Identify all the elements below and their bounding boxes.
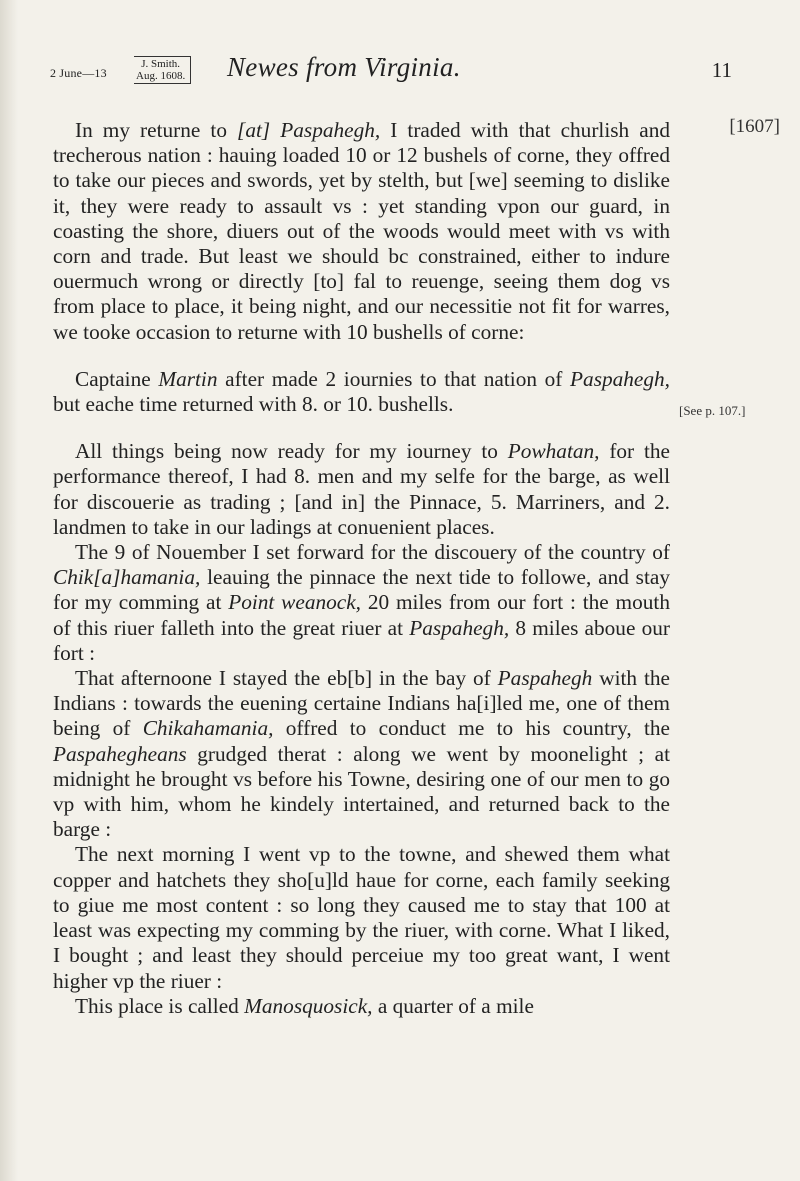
text-run: This place is called [75,993,245,1018]
text-run: a quarter of a mile [372,993,534,1018]
text-run: grudged therat : along we went by moonelight ; at midnight he brought vs before his Towne, desiring one of our men to go vp with him, whom he kindely intertained, and returned back to the barge : [53,741,670,842]
italic-text: Paspahegheans [53,741,187,766]
text-run: but eache time returned with 8. or 10. bushells. [53,392,454,417]
italic-text: Paspahegh, [409,615,510,640]
text-run: I traded with that churlish and trecherous nation : hauing loaded 10 or 12 bushels of corne, they offred to take our pieces and swords, yet by stelth, but [we] seeming to dislike it, they were ready to assault vs : yet standing vpon our guard, in coasting the shore, diuers out of the woods would meet with vs with corn and trade. But least we should bc constrained, either to indure ouermuch wrong or directly [to] fal to reuenge, seeing them dog vs from place to place, it being night, and our necessitie not fit for warres, we tooke occasion to returne with 10 bushells of corne: [53,118,670,344]
italic-text: Paspahegh, [570,366,670,391]
gutter-shadow [0,0,18,1181]
italic-text: Martin [158,366,218,391]
text-run: with the Indians : towards the euening certaine Indians ha[i]led me, one of them being of [53,666,670,741]
paragraph-gap [53,345,670,367]
reference-sidenote: [See p. 107.] [679,403,746,418]
italic-text: [at] [237,118,271,142]
italic-text: Paspahegh, [280,118,381,142]
text-run: offred to conduct me to his country, the [273,716,670,741]
paragraph-gap [53,417,670,439]
text-run: In my returne to [75,118,238,142]
running-title: Newes from Virginia. [227,52,461,82]
source-author: J. Smith. [141,58,181,70]
source-date: Aug. 1608. [136,70,186,82]
paragraph [53,842,670,993]
text-run: for the performance thereof, I had 8. men and my selfe for the barge, as well for discouerie as trading ; [and in] the Pinnace, 5. Marriners, and 2. landmen to take in our ladings at conuenient places. [53,439,671,539]
text-run: Captaine [75,366,159,391]
italic-text: Powhatan, [507,439,600,464]
running-head [50,52,760,92]
italic-text: Chik[a]hamania, [53,565,201,590]
text-run: The next morning I went vp to the towne, and shewed them what copper and hatchets they sho[u]ld haue for corne, each family seeking to giue me most content : so long they caused me to stay that 100 at least was expecting my comming by the riuer, with corne. What I liked, I bought ; and least they should perceiue my too great want, I went higher vp the riuer : [53,842,670,993]
text-run: That afternoone I stayed the eb[b] in the bay of [75,666,498,691]
italic-text: Paspahegh [497,666,593,691]
text-run: 20 miles from our fort : the mouth of this riuer falleth into the great riuer at [53,590,670,640]
page-number: 11 [711,58,732,82]
text-run: All things being now ready for my iourney to [75,439,508,464]
text-run: after made 2 iournies to that nation of [217,366,571,391]
paragraph [53,540,670,666]
year-sidenote: [1607] [729,116,780,137]
paragraph [53,118,670,345]
paragraph [53,367,670,417]
body-text [53,118,670,1019]
text-run [270,118,280,142]
text-run: The 9 of Nouember I set forward for the discouery of the country of [75,540,670,565]
italic-text: Point weanock, [228,590,361,615]
italic-text: Manosquosick, [244,993,373,1018]
text-run: 8 miles aboue our fort : [53,615,671,665]
paragraph [53,994,670,1019]
paragraph [53,666,670,842]
date-range: 2 June—13 [50,66,107,80]
italic-text: Chikahamania, [142,716,274,741]
source-bracket [134,56,191,84]
paragraph [53,439,670,540]
text-run: leauing the pinnace the next tide to followe, and stay for my comming at [53,565,670,615]
